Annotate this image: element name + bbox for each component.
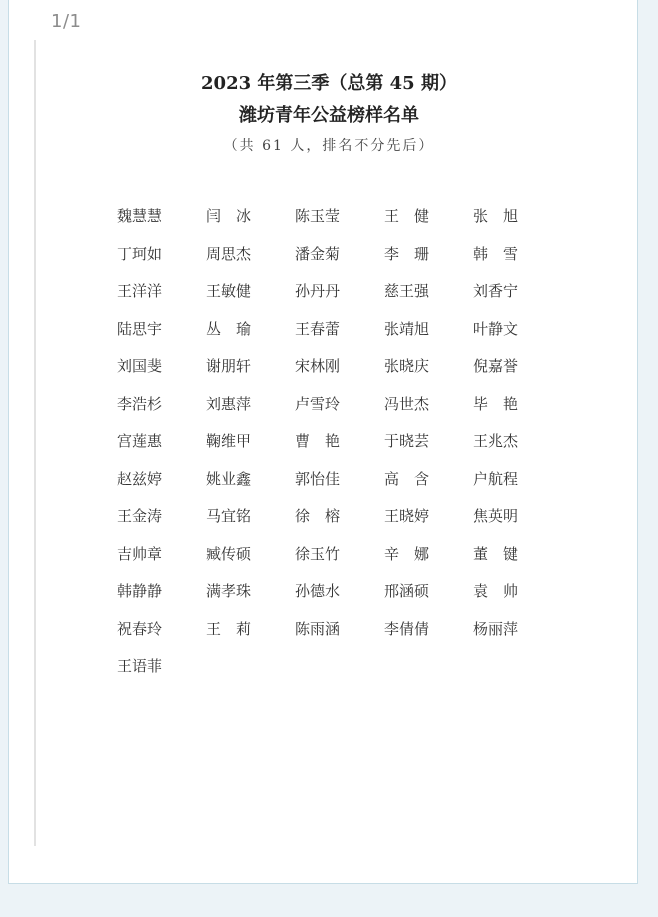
name-entry: 潘金菊 <box>295 244 341 263</box>
name-entry: 王春蕾 <box>295 319 341 338</box>
name-entry: 高 含 <box>384 469 430 488</box>
name-entry: 卢雪玲 <box>295 394 341 413</box>
name-entry: 于晓芸 <box>384 432 430 450</box>
name-entry: 王洋洋 <box>117 282 163 300</box>
name-entry: 宋林刚 <box>295 357 341 375</box>
name-entry: 谢朋轩 <box>206 357 252 375</box>
name-entry: 刘国斐 <box>117 357 163 375</box>
name-entry: 王晓婷 <box>384 507 430 525</box>
name-entry: 姚业鑫 <box>206 469 252 488</box>
name-entry: 张 旭 <box>473 207 519 225</box>
name-entry: 叶静文 <box>473 319 519 338</box>
name-entry: 马宜铭 <box>206 507 252 525</box>
name-entry: 王兆杰 <box>473 432 519 450</box>
name-entry: 魏慧慧 <box>117 207 163 225</box>
name-entry: 冯世杰 <box>384 394 430 413</box>
name-entry: 曹 艳 <box>295 432 341 450</box>
name-entry: 满孝珠 <box>206 582 252 600</box>
name-entry: 郭怡佳 <box>295 469 341 488</box>
name-entry: 陆思宇 <box>117 319 163 338</box>
name-entry: 孙丹丹 <box>295 282 341 300</box>
name-entry: 丛 瑜 <box>206 319 252 338</box>
name-entry: 刘香宁 <box>473 282 519 300</box>
document-title-issue: 2023 年第三季（总第 45 期） <box>201 73 457 94</box>
name-entry: 毕 艳 <box>473 394 519 413</box>
page-indicator: 1/1 <box>51 11 82 32</box>
name-entry: 孙德水 <box>295 582 341 600</box>
name-entry: 吉帅章 <box>117 544 163 563</box>
name-entry: 周思杰 <box>206 244 252 263</box>
name-entry: 徐 榕 <box>295 507 341 525</box>
name-entry: 韩 雪 <box>473 244 519 263</box>
name-entry: 祝春玲 <box>117 619 163 638</box>
name-entry: 韩静静 <box>117 582 163 600</box>
name-entry: 丁珂如 <box>117 244 163 263</box>
name-entry: 陈玉莹 <box>295 207 341 225</box>
name-entry: 董 键 <box>473 544 519 563</box>
name-entry: 李浩杉 <box>117 394 163 413</box>
name-entry: 倪嘉誉 <box>473 357 519 375</box>
name-entry: 李倩倩 <box>384 619 430 638</box>
name-entry: 鞠维甲 <box>206 432 252 450</box>
name-entry: 张靖旭 <box>384 319 430 338</box>
name-entry: 袁 帅 <box>473 582 519 600</box>
name-entry: 张晓庆 <box>384 357 430 375</box>
name-entry: 慈王强 <box>384 282 430 300</box>
name-entry: 户航程 <box>473 469 519 488</box>
name-entry: 王语菲 <box>117 657 163 675</box>
name-entry: 李 珊 <box>384 244 430 263</box>
name-entry: 王金涛 <box>117 507 163 525</box>
name-entry: 陈雨涵 <box>295 619 341 638</box>
name-entry: 焦英明 <box>473 507 519 525</box>
name-entry: 邢涵硕 <box>384 582 430 600</box>
name-entry: 王 健 <box>384 207 430 225</box>
name-entry: 徐玉竹 <box>295 544 341 563</box>
name-entry: 杨丽萍 <box>473 619 519 638</box>
name-entry: 王 莉 <box>206 619 252 638</box>
name-entry: 王敏健 <box>206 282 252 300</box>
document-subtitle: （共 61 人，排名不分先后） <box>223 138 435 154</box>
names-list <box>117 205 562 693</box>
name-entry: 闫 冰 <box>206 207 252 225</box>
name-entry: 辛 娜 <box>384 544 430 563</box>
document-title-list: 潍坊青年公益榜样名单 <box>239 105 419 126</box>
name-entry: 宫莲惠 <box>117 432 163 450</box>
page-edge-line <box>34 40 36 846</box>
name-entry: 臧传硕 <box>206 544 252 563</box>
name-entry: 刘惠萍 <box>206 394 252 413</box>
name-entry: 赵兹婷 <box>117 469 163 488</box>
